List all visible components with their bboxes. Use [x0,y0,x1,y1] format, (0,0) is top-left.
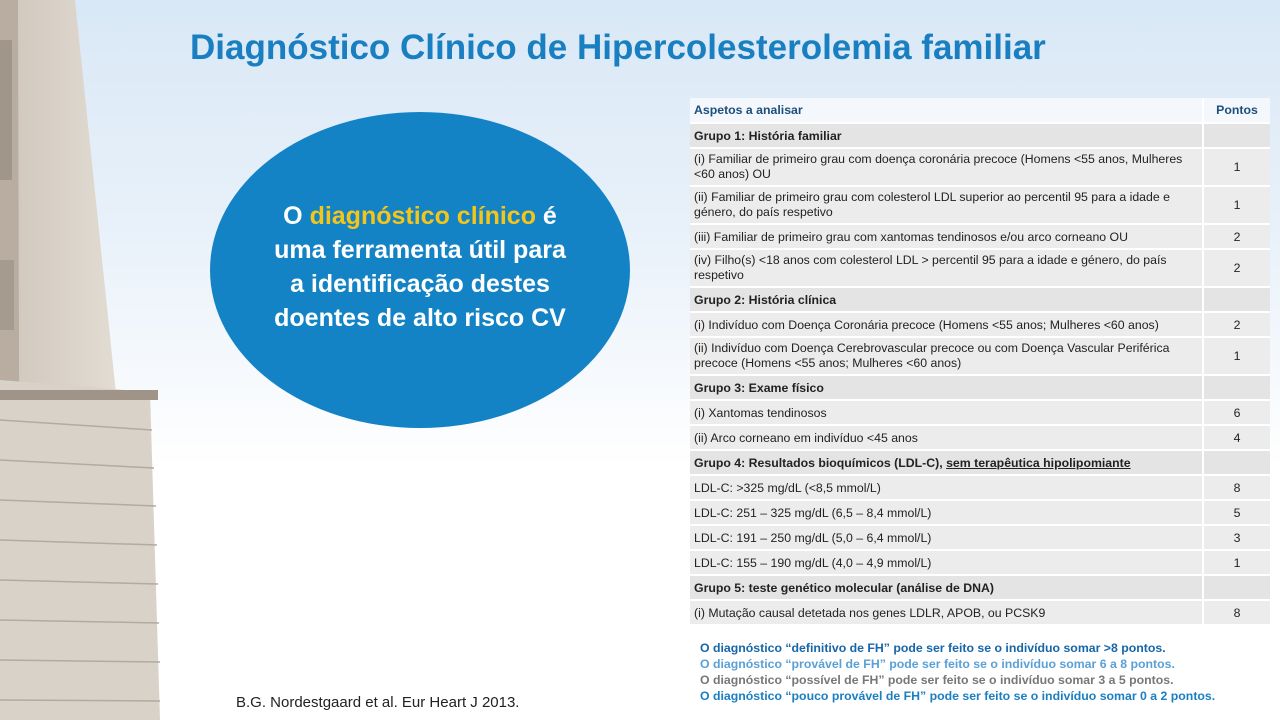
row-points: 3 [1203,525,1270,550]
table-row [690,525,1270,550]
row-label: (iv) Filho(s) <18 anos com colesterol LDL > percentil 95 para a idade e género, do país respetivo [690,249,1203,287]
diagnosis-notes [700,640,1215,704]
table-group-row [690,287,1270,312]
row-points [1203,123,1270,148]
reference-citation: B.G. Nordestgaard et al. Eur Heart J 2013. [236,694,520,711]
row-points [1203,575,1270,600]
table-row [690,249,1270,287]
row-points: 1 [1203,550,1270,575]
table-group-row [690,450,1270,475]
row-points: 1 [1203,186,1270,224]
row-label: (ii) Indivíduo com Doença Cerebrovascular precoce ou com Doença Vascular Periférica precoce (Homens <55 anos; Mulheres <60 anos) [690,337,1203,375]
table-row [690,312,1270,337]
table-header-row [690,98,1270,123]
row-label: (i) Mutação causal detetada nos genes LDLR, APOB, ou PCSK9 [690,600,1203,625]
callout-text [270,199,570,335]
row-label: (i) Indivíduo com Doença Coronária precoce (Homens <55 anos; Mulheres <60 anos) [690,312,1203,337]
row-label: LDL-C: >325 mg/dL (<8,5 mmol/L) [690,475,1203,500]
row-points: 2 [1203,249,1270,287]
group-label: Grupo 3: Exame físico [690,375,1203,400]
table-row [690,425,1270,450]
row-label: LDL-C: 191 – 250 mg/dL (5,0 – 6,4 mmol/L) [690,525,1203,550]
header-points: Pontos [1203,98,1270,123]
note-probable: O diagnóstico “provável de FH” pode ser feito se o indivíduo somar 6 a 8 pontos. [700,657,1175,671]
table-row [690,500,1270,525]
criteria-table [690,98,1270,626]
row-label: (iii) Familiar de primeiro grau com xantomas tendinosos e/ou arco corneano OU [690,224,1203,249]
callout-text-part1: O [283,202,310,230]
table-group-row [690,375,1270,400]
row-label: (ii) Arco corneano em indivíduo <45 anos [690,425,1203,450]
table-row [690,224,1270,249]
row-label: LDL-C: 155 – 190 mg/dL (4,0 – 4,9 mmol/L) [690,550,1203,575]
header-aspects: Aspetos a analisar [690,98,1203,123]
row-points: 8 [1203,600,1270,625]
table-group-row [690,123,1270,148]
row-points: 2 [1203,224,1270,249]
note-possible: O diagnóstico “possível de FH” pode ser feito se o indivíduo somar 3 a 5 pontos. [700,673,1174,687]
table-row [690,600,1270,625]
group-label: Grupo 5: teste genético molecular (análise de DNA) [690,575,1203,600]
group-label-text: Grupo 4: Resultados bioquímicos (LDL-C), [694,455,947,470]
group-label: Grupo 2: História clínica [690,287,1203,312]
table-row [690,186,1270,224]
row-points: 5 [1203,500,1270,525]
row-points: 1 [1203,148,1270,186]
group-label: Grupo 1: História familiar [690,123,1203,148]
table-row [690,550,1270,575]
table-row [690,400,1270,425]
row-points [1203,287,1270,312]
callout-text-part2: é uma ferramenta útil para a identificação destes doentes de alto risco CV [274,202,566,332]
callout-highlight: diagnóstico clínico [309,202,536,230]
row-points: 2 [1203,312,1270,337]
note-definite: O diagnóstico “definitivo de FH” pode ser feito se o indivíduo somar >8 pontos. [700,641,1166,655]
row-points: 4 [1203,425,1270,450]
group-label [690,450,1203,475]
row-label: LDL-C: 251 – 325 mg/dL (6,5 – 8,4 mmol/L) [690,500,1203,525]
row-points: 1 [1203,337,1270,375]
callout-ellipse [210,112,630,428]
table-group-row [690,575,1270,600]
building-photo [0,0,200,720]
group-label-underlined: sem terapêutica hipolipomiante [946,455,1131,470]
row-points [1203,450,1270,475]
row-points [1203,375,1270,400]
row-label: (ii) Familiar de primeiro grau com colesterol LDL superior ao percentil 95 para a idade e género, do país respetivo [690,186,1203,224]
table-row [690,337,1270,375]
table-row [690,475,1270,500]
row-label: (i) Familiar de primeiro grau com doença coronária precoce (Homens <55 anos, Mulheres <60 anos) OU [690,148,1203,186]
row-points: 6 [1203,400,1270,425]
slide-title: Diagnóstico Clínico de Hipercolesterolemia familiar [190,28,1046,67]
table-row [690,148,1270,186]
note-unlikely: O diagnóstico “pouco provável de FH” pode ser feito se o indivíduo somar 0 a 2 pontos. [700,689,1216,703]
row-points: 8 [1203,475,1270,500]
row-label: (i) Xantomas tendinosos [690,400,1203,425]
